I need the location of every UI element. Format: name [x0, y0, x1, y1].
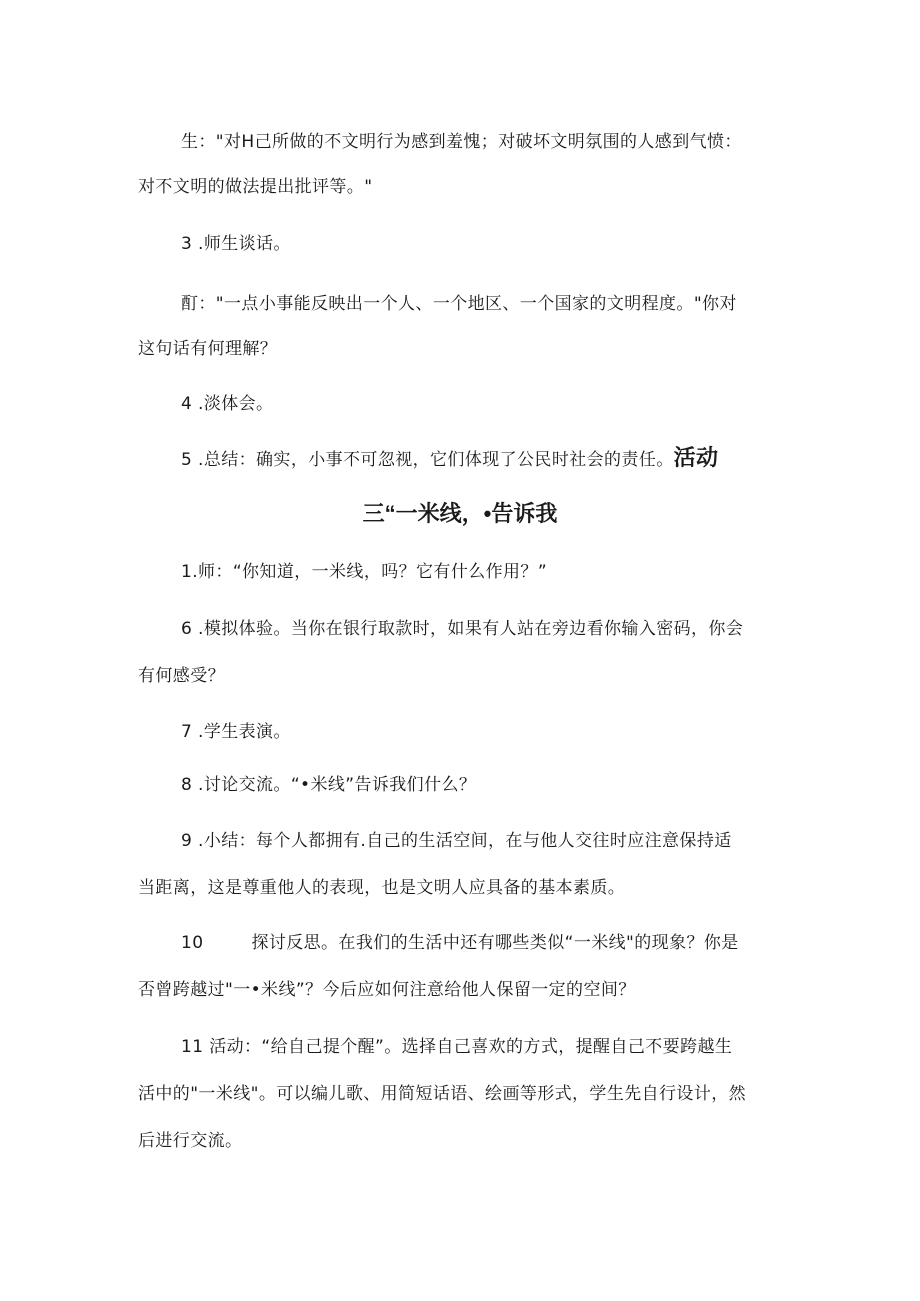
paragraph-activity-line2: 活中的"一米线"。可以编儿歌、用简短话语、绘画等形式，学生先自行设计，然 [138, 1084, 747, 1104]
paragraph-activity-line1: 11 活动：“给自己提个醒”。选择自己喜欢的方式，提醒自己不要跨越生 [181, 1037, 733, 1057]
paragraph-talk-experience: 4 .淡体会。 [181, 394, 274, 414]
paragraph-student-response-line2: 对不文明的做法提出批评等。" [138, 177, 373, 197]
paragraph-quote-line1: 酊："一点小事能反映出一个人、一个地区、一个国家的文明程度。"你对 [181, 294, 737, 314]
paragraph-activity-line3: 后进行交流。 [138, 1131, 243, 1151]
reflection-text: 探讨反思。在我们的生活中还有哪些类似“一米线"的现象？你是 [251, 933, 739, 953]
reflection-number: 10 [181, 933, 204, 953]
paragraph-student-performance: 7 .学生表演。 [181, 722, 291, 742]
paragraph-simulation-line2: 有何感受？ [138, 666, 225, 686]
paragraph-discussion: 8 .讨论交流。“•米线”告诉我们什么？ [181, 775, 477, 795]
paragraph-quote-line2: 这句话有何理解？ [138, 339, 278, 359]
paragraph-student-response-line1: 生："对H己所做的不文明行为感到羞愧；对破坏文明氛围的人感到气愤： [181, 132, 742, 152]
section-heading-one-meter-line: 三“一米线，•告诉我 [362, 501, 558, 526]
paragraph-reflection-line2: 否曾跨越过"一•米线”？今后应如何注意给他人保留一定的空间？ [138, 980, 636, 1000]
paragraph-teacher-question: 1.师：“你知道，一米线，吗？它有什么作用？” [181, 562, 548, 582]
summary-activity-label: 活动 [673, 445, 719, 470]
paragraph-summary [181, 446, 788, 472]
paragraph-conclusion-line2: 当距离，这是尊重他人的表现，也是文明人应具备的基本素质。 [138, 878, 626, 898]
paragraph-simulation-line1: 6 .模拟体验。当你在银行取款时，如果有人站在旁边看你输入密码，你会 [181, 619, 744, 639]
paragraph-reflection-line1 [181, 931, 788, 955]
paragraph-conclusion-line1: 9 .小结：每个人都拥有.自己的生活空间，在与他人交往时应注意保持适 [181, 831, 732, 851]
summary-text: 5 .总结：确实，小事不可忽视，它们体现了公民时社会的责任。 [181, 450, 674, 470]
paragraph-teacher-student-talk: 3 .师生谈话。 [181, 234, 291, 254]
